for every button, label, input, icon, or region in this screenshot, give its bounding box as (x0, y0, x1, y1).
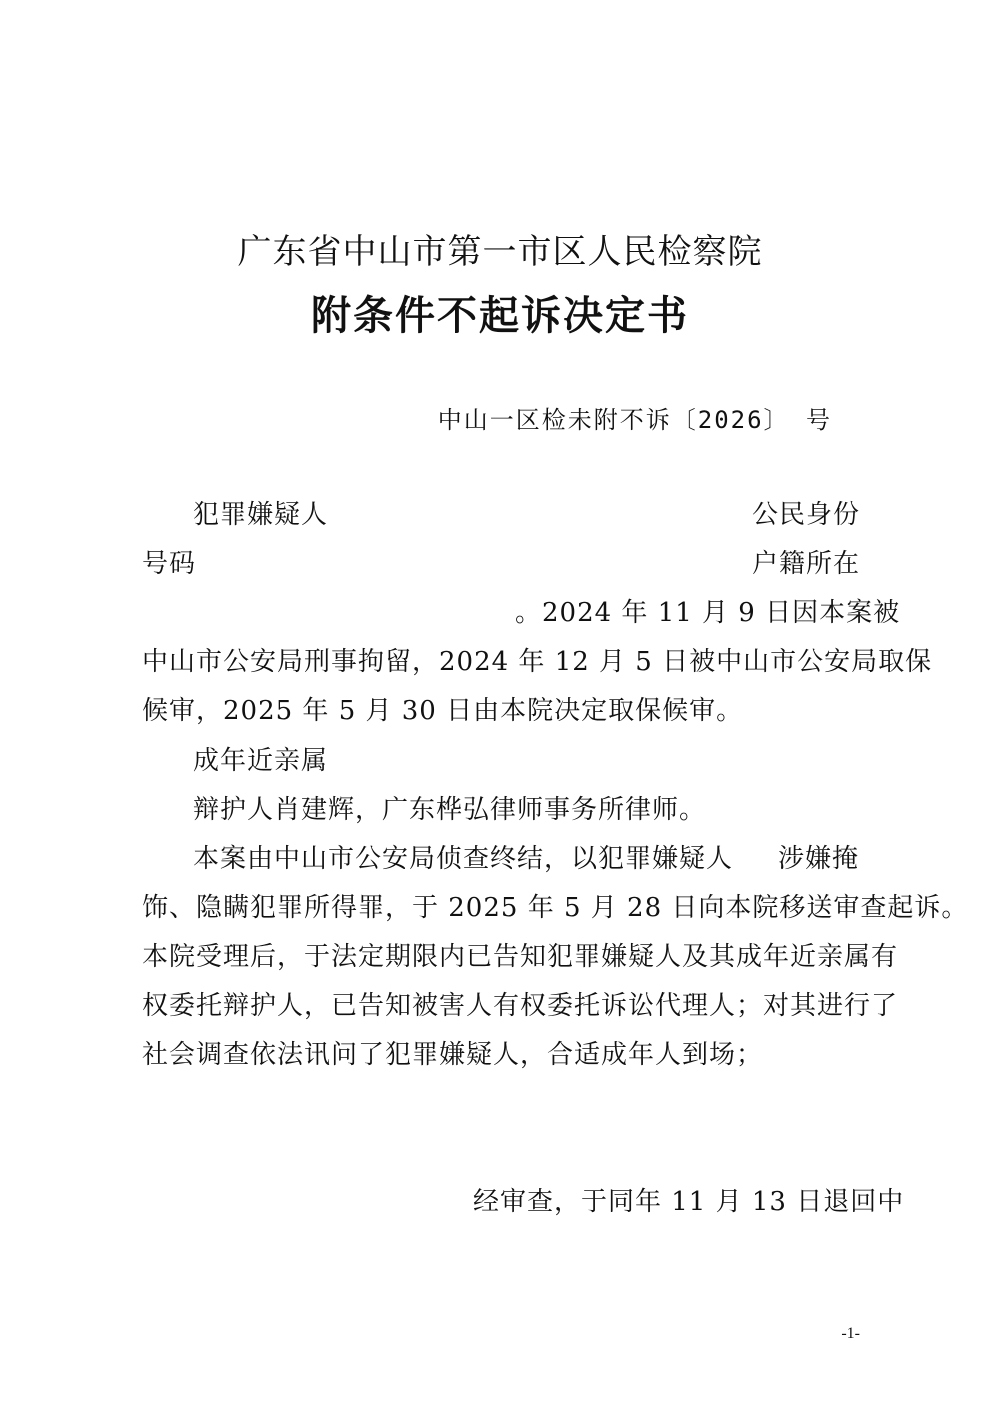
body-line: 。2024 年 11 月 9 日因本案被 (515, 598, 901, 628)
body-line: 本案由中山市公安局侦查终结，以犯罪嫌疑人 (193, 844, 734, 874)
body-line: 权委托辩护人，已告知被害人有权委托诉讼代理人；对其进行了 (142, 991, 899, 1021)
body-line: 经审查，于同年 11 月 13 日退回中 (473, 1187, 905, 1217)
document-number: 中山一区检未附不诉〔2026〕 号 (437, 406, 832, 434)
body-line: 涉嫌掩 (778, 844, 860, 874)
body-line: 户籍所在 (752, 549, 861, 579)
body-line: 候审，2025 年 5 月 30 日由本院决定取保候审。 (142, 696, 744, 726)
body-line: 公民身份 (752, 500, 861, 530)
body-line: 饰、隐瞒犯罪所得罪，于 2025 年 5 月 28 日向本院移送审查起诉。 (142, 893, 969, 923)
page-number: -1- (841, 1325, 860, 1342)
body-line: 本院受理后，于法定期限内已告知犯罪嫌疑人及其成年近亲属有 (142, 942, 899, 972)
organization-title: 广东省中山市第一市区人民检察院 (237, 232, 763, 272)
body-line: 中山市公安局刑事拘留，2024 年 12 月 5 日被中山市公安局取保 (142, 647, 933, 677)
body-line: 辩护人肖建辉，广东桦弘律师事务所律师。 (193, 795, 707, 825)
body-line: 社会调查依法讯问了犯罪嫌疑人，合适成年人到场； (142, 1040, 764, 1070)
body-line: 成年近亲属 (193, 746, 329, 776)
body-line: 号码 (142, 549, 197, 579)
document-title: 附条件不起诉决定书 (311, 292, 689, 339)
body-line: 犯罪嫌疑人 (193, 500, 329, 530)
